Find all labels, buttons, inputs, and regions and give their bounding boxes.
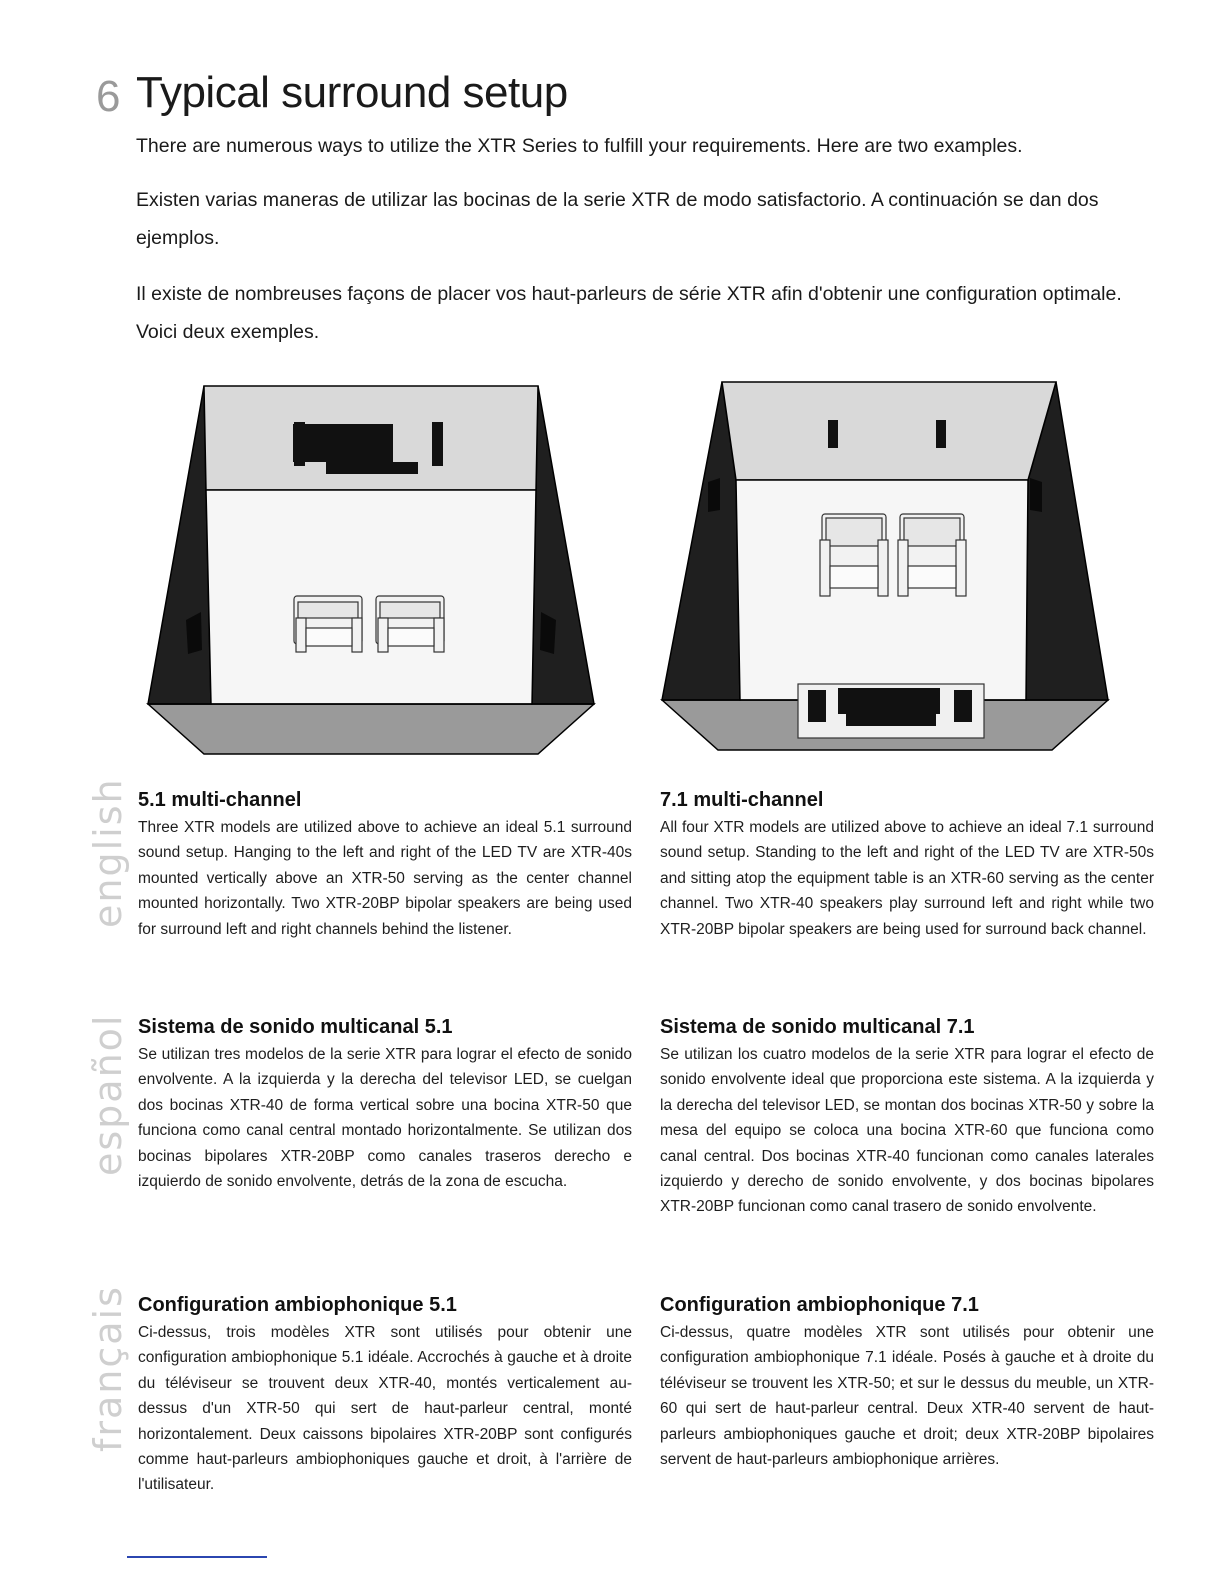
chair-right: [376, 596, 444, 652]
body-text: All four XTR models are utilized above to achieve an ideal 7.1 surround sound setup. Standing to the left and right of the LED TV are XTR-50s and sitting atop the equipment table is an XTR-60 serving as the center channel. Two XTR-40 speakers play surround left and right while two XTR-20BP bipolar speakers are being used for surround back channel.: [660, 819, 1154, 938]
center-speaker-xtr-50: [326, 462, 418, 474]
spanish-5-1-block: [138, 1016, 632, 1194]
heading: Configuration ambiophonique 5.1: [138, 1294, 457, 1316]
room-floor: [206, 490, 536, 704]
body-text: Se utilizan tres modelos de la serie XTR para lograr el efecto de sonido envolvente. A la izquierda y la derecha del televisor LED, se cuelgan dos bocinas XTR-40 de forma vertical sobre una bocina XTR-50 que funciona como canal central montado horizontalmente. Se utilizan dos bocinas bipolares XTR-20BP como canales traseros derecho e izquierdo de sonido envolvente, detrás de la zona de escucha.: [138, 1046, 632, 1191]
heading: 5.1 multi-channel: [138, 789, 302, 811]
body-text: Ci-dessus, quatre modèles XTR sont utilisés pour obtenir une configuration ambiophonique 7.1 idéale. Posés à gauche et à droite du téléviseur se trouvent les XTR-50; et sur le dessus du meuble, un XTR-60 qui sert de haut-parleur central. Deux XTR-40 servent de haut-parleurs ambiophoniques gauche et droit; deux XTR-20BP bipolaires servent de haut-parleurs ambiophonique arrières.: [660, 1324, 1154, 1469]
body-text: Three XTR models are utilized above to achieve an ideal 5.1 surround sound setup. Hanging to the left and right of the LED TV are XTR-40s mounted vertically above an XTR-50 serving as the center channel mounted horizontally. Two XTR-20BP bipolar speakers are being used for surround left and right channels behind the listener.: [138, 819, 632, 938]
front-right-speaker-xtr-50: [954, 690, 972, 722]
body-text: Se utilizan los cuatro modelos de la serie XTR para lograr el efecto de sonido envolvente ideal que proporciona este sistema. A la izquierda y la derecha del televisor LED, se montan dos bocinas XTR-50 y sobre la mesa del equipo se coloca una bocina XTR-60 que funciona como canal central. Dos bocinas XTR-40 funcionan como canales laterales izquierdo y derecho de sonido envolvente, y dos bocinas bipolares XTR-20BP funcionan como canal trasero de sonido envolvente.: [660, 1046, 1154, 1216]
surround-back-left-speaker: [828, 420, 838, 448]
english-7-1-block: [660, 789, 1154, 942]
section-number: 6: [96, 72, 121, 121]
room-floor-front: [148, 704, 594, 754]
left-speaker-xtr-40: [294, 422, 305, 466]
room-diagram-7-1: [660, 378, 1112, 752]
heading: Configuration ambiophonique 7.1: [660, 1294, 979, 1316]
surround-left-speaker: [708, 478, 720, 512]
surround-right-speaker: [1030, 478, 1042, 512]
side-label-spanish: español: [86, 1013, 130, 1176]
french-5-1-block: [138, 1294, 632, 1498]
french-7-1-block: [660, 1294, 1154, 1472]
chair-right: [898, 514, 966, 596]
room-left-wall: [148, 386, 211, 704]
footer-rule: [127, 1556, 267, 1558]
heading: Sistema de sonido multicanal 5.1: [138, 1016, 453, 1038]
english-5-1-block: [138, 789, 632, 942]
room-back-wall: [722, 382, 1056, 480]
spanish-7-1-block: [660, 1016, 1154, 1220]
intro-french: Il existe de nombreuses façons de placer vos haut-parleurs de série XTR afin d'obtenir une configuration optimale. Voici deux exemples.: [136, 283, 1122, 343]
heading: 7.1 multi-channel: [660, 789, 824, 811]
intro-english: There are numerous ways to utilize the XTR Series to fulfill your requirements. Here are two examples.: [136, 135, 1023, 157]
page-title: Typical surround setup: [136, 68, 568, 117]
center-speaker-xtr-60: [846, 714, 936, 726]
surround-back-right-speaker: [936, 420, 946, 448]
right-speaker-xtr-40: [432, 422, 443, 466]
intro-spanish: Existen varias maneras de utilizar las bocinas de la serie XTR de modo satisfactorio. A continuación se dan dos ejemplos.: [136, 189, 1099, 249]
chair-left: [294, 596, 362, 652]
room-right-wall: [532, 386, 594, 704]
front-left-speaker-xtr-50: [808, 690, 826, 722]
body-text: Ci-dessus, trois modèles XTR sont utilisés pour obtenir une configuration ambiophonique 5.1 idéale. Accrochés à gauche et à droite du téléviseur se trouvent deux XTR-40, montés verticalement au-dessus d'un XTR-50 qui sert de haut-parleur central, monté horizontalement. Deux caissons bipolaires XTR-20BP sont configurés comme haut-parleurs ambiophoniques gauche et droit, à l'arrière de l'utilisateur.: [138, 1324, 632, 1494]
side-label-french: français: [86, 1285, 130, 1452]
led-tv: [838, 688, 940, 714]
side-label-english: english: [86, 777, 130, 928]
chair-left: [820, 514, 888, 596]
led-tv: [293, 424, 393, 462]
room-diagram-5-1: [146, 382, 598, 756]
heading: Sistema de sonido multicanal 7.1: [660, 1016, 975, 1038]
